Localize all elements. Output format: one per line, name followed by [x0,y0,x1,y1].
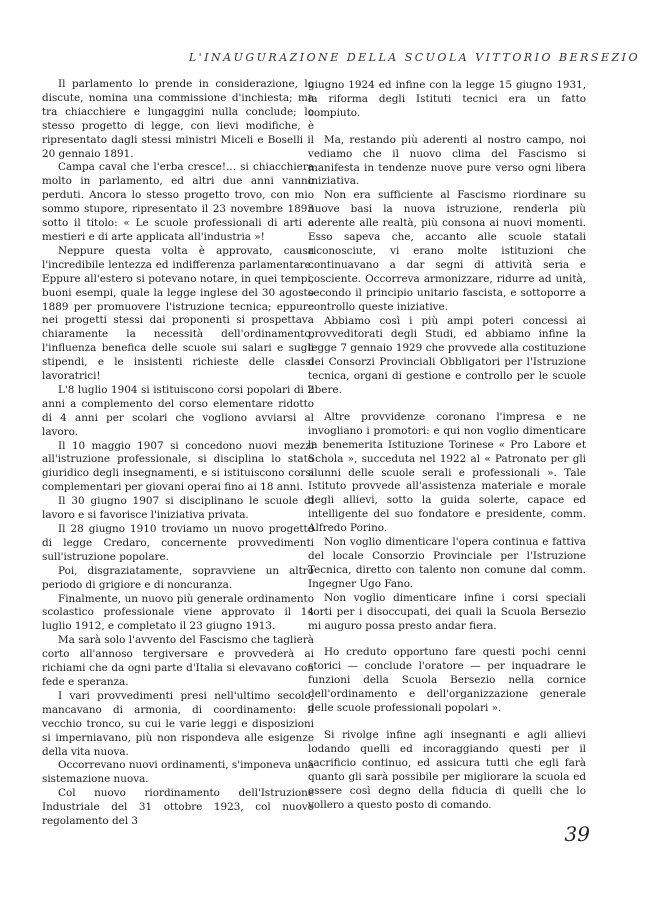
paragraph: Occorrevano nuovi ordinamenti, s'imponeva una sistemazione nuova. [42,759,314,786]
paragraph: Campa caval che l'erba cresce!... si chiacchiera molto in parlamento, ed altri due anni vanno perduti. Ancora lo stesso progetto trovo, con mio sommo stupore, ripresentato il 23 novembre 1893 sotto il titolo: « Le scuole professionali di arti e mestieri e di arte applicata all'industria »! [42,161,314,243]
paragraph: Il 30 giugno 1907 si disciplinano le scuole di lavoro e si favorisce l'iniziativa privata. [42,495,314,522]
paragraph: Poi, disgraziatamente, sopravviene un altro periodo di grigiore e di noncuranza. [42,564,314,591]
paragraph: Il 28 giugno 1910 troviamo un nuovo progetto di legge Credaro, concernente provvedimenti sull'istruzione popolare. [42,523,314,563]
left-column [42,78,314,829]
paragraph: Non voglio dimenticare l'opera continua e fattiva del locale Consorzio Provinciale per l'Istruzione Tecnica, diretto con talento non comune dal comm. Ingegner Ugo Fano. [308,536,586,590]
paragraph: Ho creduto opportuno fare questi pochi cenni storici — conclude l'oratore — per inquadrare le funzioni della Scuola Bersezio nella cornice dell'ordinamento e dell'organizzazione generale delle scuole professionali popolari ». [308,646,586,715]
paragraph: Neppure questa volta è approvato, causa l'incredibile lentezza ed indifferenza parlamentare. Eppure all'estero si potevano notare, in quei tempi, buoni esempi, quale la legge inglese del 30 agosto 1889 per promuovere l'istruzione tecnica; eppure nei progetti stessi dai proponenti si prospettava chiaramente la necessità dell'ordinamento, l'influenza benefica delle scuole sui salari e sugli stipendi, e le insistenti richieste delle classi lavoratrici! [42,244,314,383]
page-number: 39 [564,822,590,846]
paragraph: Col nuovo riordinamento dell'Istruzione Industriale del 31 ottobre 1923, col nuovo regolamento del 3 [42,787,314,828]
paragraph: Non era sufficiente al Fascismo riordinare su nuove basi la nuova istruzione, renderla più aderente alle realtà, più consona ai nuovi momenti. Esso sapeva che, accanto alle scuole statali riconosciute, vi erano molte istituzioni che continuavano a dar segni di attività seria e cosciente. Occorreva armonizzare, ridurre ad unità, secondo il principio unitario fascista, e sottoporre a controllo queste iniziative. [308,189,586,313]
paragraph: Abbiamo così i più ampi poteri concessi ai provveditorati degli Studi, ed abbiamo infine la legge 7 gennaio 1929 che provvede alla costituzione dei Consorzi Provinciali Obbligatori per l'Istruzione tecnica, organi di gestione e controllo per le scuole libere. [308,314,586,397]
paragraph: Ma sarà solo l'avvento del Fascismo che taglierà corto all'annoso tergiversare e provvederà ai richiami che da ogni parte d'Italia si elevavano con fede e speranza. [42,634,314,688]
paragraph: Il parlamento lo prende in considerazione, lo discute, nomina una commissione d'inchiesta; ma tra chiacchiere e lungaggini nulla conclude; lo stesso progetto di legge, con lievi modifiche, è ripresentato dagli stessi ministri Miceli e Boselli il 20 gennaio 1891. [42,78,314,160]
running-head: L'INAUGURAZIONE DELLA SCUOLA VITTORIO BERSEZIO [188,51,640,64]
paragraph-continuation: giugno 1924 ed infine con la legge 15 giugno 1931, la riforma degli Istituti tecnici era un fatto compiuto. [308,79,586,119]
paragraph: Finalmente, un nuovo più generale ordinamento scolastico professionale viene approvato il 14 luglio 1912, e completato il 23 giugno 1913. [42,592,314,633]
paragraph: I vari provvedimenti presi nell'ultimo secolo, mancavano di armonia, di coordinamento: il vecchio tronco, su cui le varie leggi e disposizioni si imperniavano, più non rispondeva alle esigenze della vita nuova. [42,689,314,758]
paragraph: Il 10 maggio 1907 si concedono nuovi mezzi all'istruzione professionale, si disciplina lo stato giuridico degli insegnamenti, e si istituiscono corsi complementari per giovani operai fino ai 18 anni. [42,439,314,494]
paragraph: L'8 luglio 1904 si istituiscono corsi popolari di 2 anni a complemento del corso elementare ridotto di 4 anni per scolari che vogliono avviarsi al lavoro. [42,383,314,438]
paragraph: Ma, restando più aderenti al nostro campo, noi vediamo che il nuovo clima del Fascismo si manifesta in tendenze nuove pure verso ogni libera iniziativa. [308,133,586,188]
paragraph: Altre provvidenze coronano l'impresa e ne invogliano i promotori: e qui non voglio dimenticare la benemerita Istituzione Torinese « Pro Labore et Schola », succeduta nel 1922 al « Patronato per gli alunni delle scuole serali e professionali ». Tale Istituto provvede all'assistenza materiale e morale degli allievi, sotto la guida solerte, capace ed intelligente del suo fondatore e presidente, comm. Alfredo Porino. [308,410,586,535]
paragraph: Si rivolge infine agli insegnanti e agli allievi lodando quelli ed incoraggiando questi per il sacrificio continuo, ed assicura tutti che egli farà quanto gli sarà possibile per migliorare la scuola ed essere così degno della fiducia di quelli che lo vollero a questo posto di comando. [308,728,586,811]
paragraph: Non voglio dimenticare infine i corsi speciali sorti per i disoccupati, dei quali la Scuola Bersezio mi auguro possa presto andar fiera. [308,591,586,632]
right-column [308,79,586,812]
